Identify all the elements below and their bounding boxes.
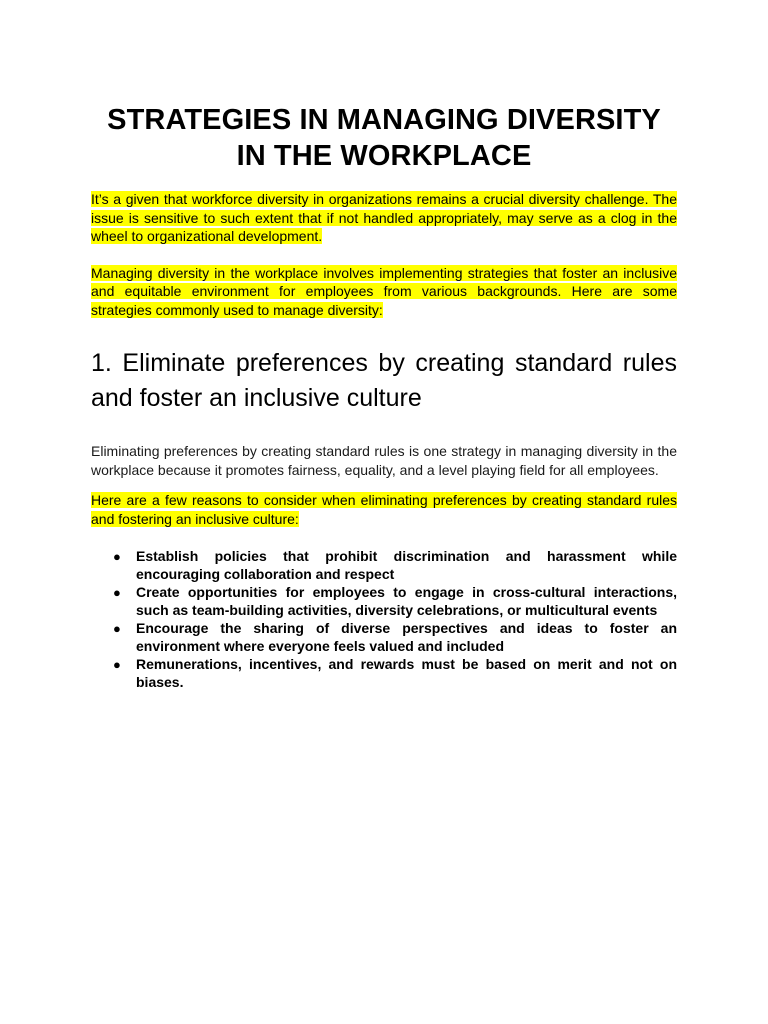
overview-paragraph — [91, 264, 677, 320]
bullet-text: Establish policies that prohibit discrimination and harassment while encouraging collaboration and respect — [136, 548, 677, 582]
bullet-item — [91, 548, 677, 583]
section-heading: 1. Eliminate preferences by creating standard rules and foster an inclusive culture — [91, 349, 677, 412]
bullet-item — [91, 656, 677, 691]
bullet-item — [91, 620, 677, 655]
section-paragraph: Eliminating preferences by creating standard rules is one strategy in managing diversity in the workplace because it promotes fairness, equality, and a level playing field for all employees. — [91, 443, 677, 478]
bullet-text: Encourage the sharing of diverse perspectives and ideas to foster an environment where everyone feels valued and included — [136, 620, 677, 654]
strategy-bullet-list — [91, 548, 677, 691]
intro-paragraph-text: It’s a given that workforce diversity in organizations remains a crucial diversity challenge. The issue is sensitive to such extent that if not handled appropriately, may serve as a clog in the wheel to organizational development. — [91, 191, 677, 244]
bullet-icon: ● — [113, 621, 121, 636]
title-line-1: STRATEGIES IN MANAGING DIVERSITY — [107, 104, 661, 136]
bullet-icon: ● — [113, 657, 121, 672]
title-line-2: IN THE WORKPLACE — [236, 140, 532, 172]
overview-paragraph-text: Managing diversity in the workplace involves implementing strategies that foster an inclusive and equitable environment for employees from various backgrounds. Here are some strategies commonly used to manage diversity: — [91, 264, 677, 318]
reasons-intro — [91, 491, 677, 528]
reasons-intro-text: Here are a few reasons to consider when eliminating preferences by creating standard rules and fostering an inclusive culture: — [91, 492, 677, 527]
bullet-icon: ● — [113, 585, 121, 600]
bullet-icon: ● — [113, 549, 121, 564]
intro-paragraph — [91, 190, 677, 246]
bullet-text: Create opportunities for employees to engage in cross-cultural interactions, such as team-building activities, diversity celebrations, or multicultural events — [136, 584, 677, 618]
bullet-item — [91, 584, 677, 619]
document-page — [91, 102, 677, 692]
bullet-text: Remunerations, incentives, and rewards must be based on merit and not on biases. — [136, 656, 677, 690]
document-title — [91, 102, 677, 174]
